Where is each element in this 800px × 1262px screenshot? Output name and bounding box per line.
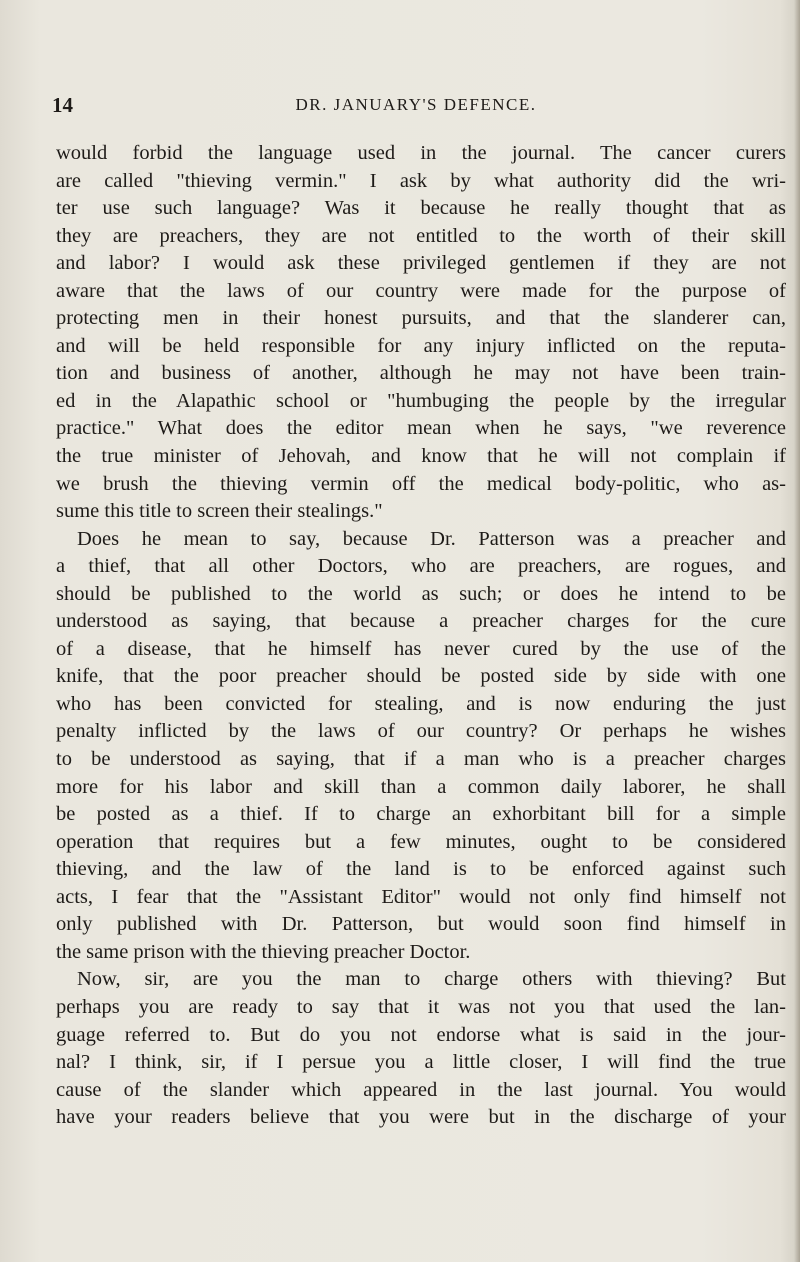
text-line: tion and business of another, although he may not have been train- bbox=[56, 362, 786, 385]
text-line: thieving, and the law of the land is to be enforced against such bbox=[56, 858, 786, 881]
text-line: ed in the Alapathic school or "humbuging the people by the irregular bbox=[56, 389, 786, 412]
text-line: aware that the laws of our country were made for the purpose of bbox=[56, 279, 786, 302]
paragraph-start: Now, sir, are you the man to charge others with thieving? But bbox=[77, 968, 786, 991]
text-line: ter use such language? Was it because he really thought that as bbox=[56, 197, 786, 220]
text-line: be posted as a thief. If to charge an exhorbitant bill for a simple bbox=[56, 803, 786, 826]
text-line: are called "thieving vermin." I ask by what authority did the wri- bbox=[56, 169, 786, 192]
text-line: would forbid the language used in the journal. The cancer curers bbox=[56, 142, 786, 164]
text-line: nal? I think, sir, if I persue you a little closer, I will find the true bbox=[56, 1051, 786, 1074]
text-line: to be understood as saying, that if a man who is a preacher charges bbox=[56, 748, 786, 771]
text-line: perhaps you are ready to say that it was not you that used the lan- bbox=[56, 995, 786, 1018]
text-line: sume this title to screen their stealings." bbox=[56, 500, 383, 523]
text-line: the true minister of Jehovah, and know that he will not complain if bbox=[56, 445, 786, 468]
text-line: operation that requires but a few minutes, ought to be considered bbox=[56, 830, 786, 853]
page-edge-shadow bbox=[794, 0, 800, 1262]
text-line: a thief, that all other Doctors, who are preachers, are rogues, and bbox=[56, 555, 786, 578]
text-line: penalty inflicted by the laws of our country? Or perhaps he wishes bbox=[56, 720, 786, 743]
text-line: guage referred to. But do you not endorse what is said in the jour- bbox=[56, 1023, 786, 1046]
text-line: only published with Dr. Patterson, but would soon find himself in bbox=[56, 913, 786, 936]
text-line: more for his labor and skill than a common daily laborer, he shall bbox=[56, 775, 786, 798]
text-line: the same prison with the thieving preacher Doctor. bbox=[56, 940, 471, 963]
text-line: understood as saying, that because a preacher charges for the cure bbox=[56, 610, 786, 633]
text-line: acts, I fear that the "Assistant Editor" would not only find himself not bbox=[56, 885, 786, 908]
text-line: knife, that the poor preacher should be posted side by side with one bbox=[56, 665, 786, 688]
text-line: cause of the slander which appeared in the last journal. You would bbox=[56, 1078, 786, 1101]
text-line: should be published to the world as such; or does he intend to be bbox=[56, 582, 786, 605]
body-text bbox=[56, 140, 786, 1132]
text-line: who has been convicted for stealing, and is now enduring the just bbox=[56, 692, 786, 715]
text-line: practice." What does the editor mean when he says, "we reverence bbox=[56, 417, 786, 440]
page-header bbox=[52, 93, 780, 117]
text-line: they are preachers, they are not entitled to the worth of their skill bbox=[56, 224, 786, 247]
text-line: protecting men in their honest pursuits, and that the slanderer can, bbox=[56, 307, 786, 330]
paragraph-start: Does he mean to say, because Dr. Patterson was a preacher and bbox=[77, 527, 786, 550]
page-number: 14 bbox=[52, 93, 73, 117]
text-line: have your readers believe that you were but in the discharge of your bbox=[56, 1106, 786, 1129]
text-line: and will be held responsible for any injury inflicted on the reputa- bbox=[56, 334, 786, 357]
text-line: and labor? I would ask these privileged gentlemen if they are not bbox=[56, 252, 786, 275]
running-head: DR. JANUARY'S DEFENCE. bbox=[295, 95, 537, 114]
text-line: of a disease, that he himself has never cured by the use of the bbox=[56, 637, 786, 660]
text-line: we brush the thieving vermin off the medical body-politic, who as- bbox=[56, 472, 786, 495]
